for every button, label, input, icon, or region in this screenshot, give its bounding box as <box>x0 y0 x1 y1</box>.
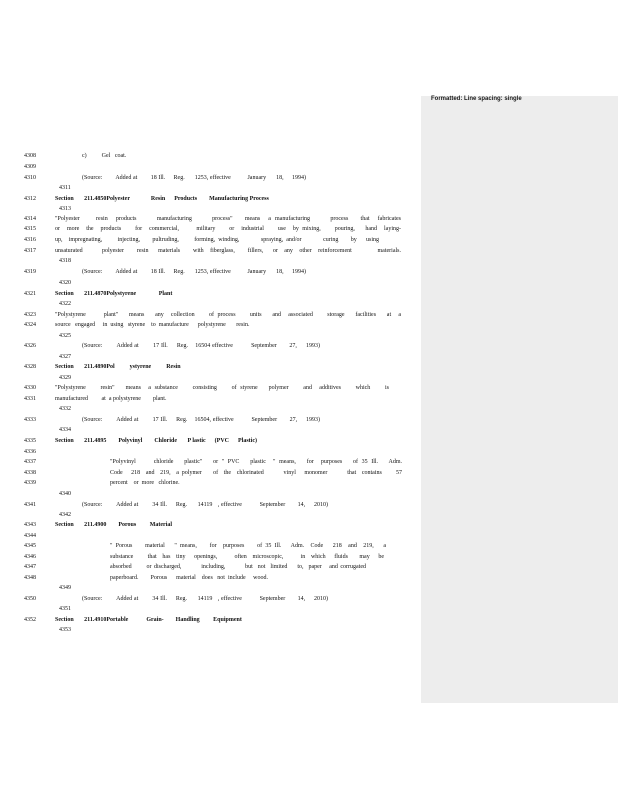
line-number: 4313 <box>59 206 71 212</box>
body-line: Code 218 and 219, a polymer of the chlorinated vinyl monomer that contains 57 <box>110 470 402 476</box>
line-number: 4312 <box>24 196 36 202</box>
line-number: 4323 <box>24 312 36 318</box>
line-number: 4330 <box>24 385 36 391</box>
line-number: 4346 <box>24 554 36 560</box>
line-number: 4322 <box>59 301 71 307</box>
line-number: 4332 <box>59 406 71 412</box>
line-number: 4310 <box>24 175 36 181</box>
line-number: 4351 <box>59 606 71 612</box>
section-heading: Section 211.4890Pol ystyrene Resin <box>55 364 181 370</box>
body-line: substance that has tiny openings, often microscopic, in which fluids may be <box>110 554 384 560</box>
line-number: 4343 <box>24 522 36 528</box>
line-number: 4336 <box>24 449 36 455</box>
source-note: (Source: Added at 18 Ill. Reg. 1253, effective January 18, 1994) <box>82 175 306 181</box>
line-number: 4328 <box>24 364 36 370</box>
source-note: (Source: Added at 17 Ill. Reg. 16504 effective September 27, 1993) <box>82 343 320 349</box>
line-number: 4325 <box>59 333 71 339</box>
body-line: unsaturated polyester resin materials with fiberglass, fillers, or any other reinforcement materials. <box>55 248 401 254</box>
line-number: 4353 <box>59 627 71 633</box>
body-line: up, impregnating, injecting, pultruding, forming, winding, spraying, and/or curing by using <box>55 237 379 243</box>
line-number: 4309 <box>24 164 36 170</box>
line-number: 4341 <box>24 502 36 508</box>
line-number: 4329 <box>59 375 71 381</box>
line-number: 4352 <box>24 617 36 623</box>
line-number: 4327 <box>59 354 71 360</box>
line-number: 4338 <box>24 470 36 476</box>
body-line: source engaged in using styrene to manufacture polystyrene resin. <box>55 322 250 328</box>
line-number: 4333 <box>24 417 36 423</box>
source-note: (Source: Added at 18 Ill. Reg. 1253, effective January 18, 1994) <box>82 269 306 275</box>
body-line: manufactured at a polystyrene plant. <box>55 396 167 402</box>
line-number: 4348 <box>24 575 36 581</box>
line-number: 4324 <box>24 322 36 328</box>
line-number: 4311 <box>59 185 71 191</box>
line-number: 4344 <box>24 533 36 539</box>
comment-pane <box>421 96 618 703</box>
line-number: 4334 <box>59 427 71 433</box>
line-number: 4337 <box>24 459 36 465</box>
source-note: (Source: Added at 17 Ill. Reg. 16504, effective September 27, 1993) <box>82 417 320 423</box>
body-line: paperboard. Porous material does not include wood. <box>110 575 268 581</box>
line-number: 4331 <box>24 396 36 402</box>
line-number: 4335 <box>24 438 36 444</box>
section-heading: Section 211.4870Polystyrene Plant <box>55 291 173 297</box>
line-number: 4342 <box>59 512 71 518</box>
line-number: 4308 <box>24 153 36 159</box>
body-line: absorbed or discharged, including, but not limited to, paper and corrugated <box>110 564 366 570</box>
line-number: 4347 <box>24 564 36 570</box>
line-number: 4314 <box>24 216 36 222</box>
line-number: 4339 <box>24 480 36 486</box>
line-number: 4319 <box>24 269 36 275</box>
line-number: 4326 <box>24 343 36 349</box>
line-text: c) Gel coat. <box>82 153 127 159</box>
section-heading: Section 211.4900 Porous Material <box>55 522 173 528</box>
line-number: 4345 <box>24 543 36 549</box>
body-line: " Porous material " means, for purposes of 35 Ill. Adm. Code 218 and 219, a <box>110 543 386 549</box>
source-note: (Source: Added at 34 Ill. Reg. 14119 , effective September 14, 2010) <box>82 502 328 508</box>
line-number: 4315 <box>24 226 36 232</box>
line-number: 4320 <box>59 280 71 286</box>
comment-title: Formatted: Line spacing: single <box>431 96 522 102</box>
section-heading: Section 211.4910Portable Grain- Handling Equipment <box>55 617 242 623</box>
line-number: 4316 <box>24 237 36 243</box>
body-line: "Polyvinyl chloride plastic" or " PVC plastic " means, for purposes of 35 Ill. Adm. <box>110 459 402 465</box>
line-number: 4317 <box>24 248 36 254</box>
body-line: "Polyester resin products manufacturing process" means a manufacturing process that fabricates <box>55 216 401 222</box>
line-number: 4350 <box>24 596 36 602</box>
body-line: or more the products for commercial, military or industrial use by mixing, pouring, hand laying- <box>55 226 401 232</box>
line-number: 4321 <box>24 291 36 297</box>
body-line: "Polystyrene plant" means any collection of process units and associated storage facilities at a <box>55 312 401 318</box>
source-note: (Source: Added at 34 Ill. Reg. 14119 , effective September 14, 2010) <box>82 596 328 602</box>
line-number: 4349 <box>59 585 71 591</box>
line-number: 4340 <box>59 491 71 497</box>
body-line: "Polystyrene resin" means a substance consisting of styrene polymer and additives which is <box>55 385 389 391</box>
section-heading: Section 211.4895 Polyvinyl Chloride P lastic (PVC Plastic) <box>55 438 257 444</box>
section-heading: Section 211.4850Polyester Resin Products Manufacturing Process <box>55 196 269 202</box>
body-line: percent or more chlorine. <box>110 480 180 486</box>
line-number: 4318 <box>59 258 71 264</box>
